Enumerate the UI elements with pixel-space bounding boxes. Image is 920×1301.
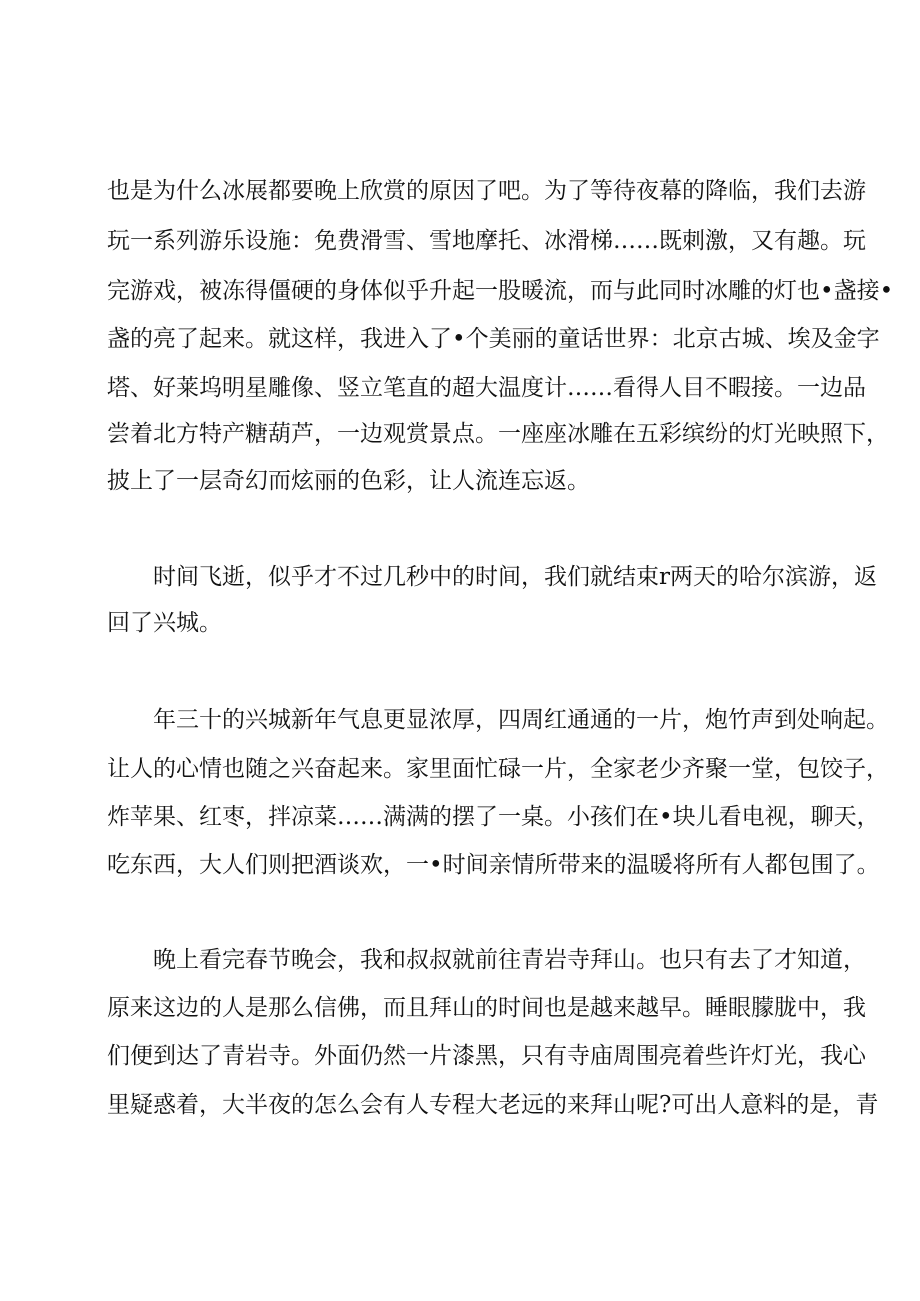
paragraph-4-line-1: 晚上看完春节晚会，我和叔叔就前往青岩寺拜山。也只有去了才知道，: [153, 947, 866, 973]
paragraph-1-line-5: 塔、好莱坞明星雕像、竖立笔直的超大温度计……看得人目不暇接。一边品: [107, 375, 866, 401]
paragraph-1-line-4: 盏的亮了起来。就这样，我进入了•个美丽的童话世界：北京古城、埃及金字: [107, 326, 880, 352]
paragraph-3-line-1: 年三十的兴城新年气息更显浓厚，四周红通通的一片，炮竹声到处响起。: [153, 707, 889, 733]
paragraph-4-line-2: 原来这边的人是那么信佛，而且拜山的时间也是越来越早。睡眼朦胧中，我: [107, 995, 866, 1021]
paragraph-2-line-2: 回了兴城。: [107, 610, 222, 636]
paragraph-1-line-2: 玩一系列游乐设施：免费滑雪、雪地摩托、冰滑梯……既刺激，又有趣。玩: [107, 228, 866, 254]
paragraph-3-line-3: 炸苹果、红枣，拌凉菜……满满的摆了一桌。小孩们在•块儿看电视，聊天，: [107, 804, 880, 830]
paragraph-3-line-4: 吃东西，大人们则把酒谈欢，一•时间亲情所带来的温暖将所有人都包围了。: [107, 852, 880, 878]
paragraph-1-line-1: 也是为什么冰展都要晚上欣赏的原因了吧。为了等待夜幕的降临，我们去游: [107, 178, 866, 204]
paragraph-3-line-2: 让人的心情也随之兴奋起来。家里面忙碌一片，全家老少齐聚一堂，包饺子，: [107, 756, 889, 782]
paragraph-4-line-4: 里疑惑着，大半夜的怎么会有人专程大老远的来拜山呢?可出人意料的是，青: [107, 1092, 879, 1118]
paragraph-1-line-6: 尝着北方特产糖葫芦，一边观赏景点。一座座冰雕在五彩缤纷的灯光映照下，: [107, 421, 889, 447]
paragraph-1-line-3: 完游戏，被冻得僵硬的身体似乎升起一股暖流，而与此同时冰雕的灯也•盏接•: [107, 278, 894, 304]
paragraph-1-line-7: 披上了一层奇幻而炫丽的色彩，让人流连忘返。: [107, 468, 590, 494]
paragraph-2-line-1: 时间飞逝，似乎才不过几秒中的时间，我们就结束r两天的哈尔滨游，返: [153, 564, 877, 590]
paragraph-4-line-3: 们便到达了青岩寺。外面仍然一片漆黑，只有寺庙周围亮着些许灯光，我心: [107, 1043, 866, 1069]
